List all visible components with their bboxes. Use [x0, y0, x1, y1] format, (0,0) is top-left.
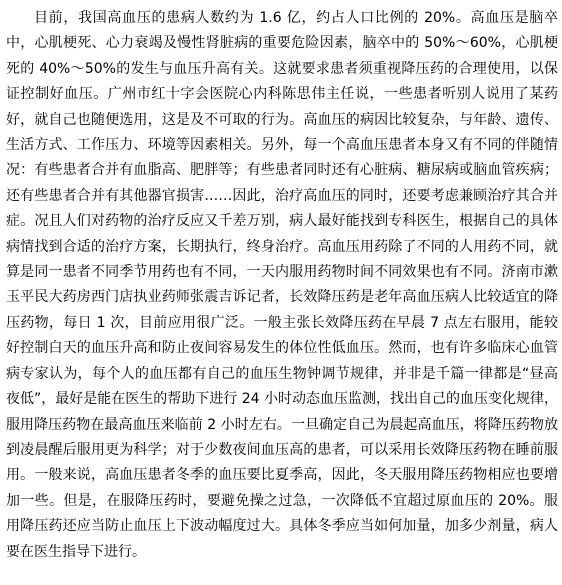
article-paragraph: 目前，我国高血压的患病人数约为 1.6 亿，约占人口比例的 20%。高血压是脑卒中，心肌梗死、心力衰竭及慢性肾脏病的重要危险因素，脑卒中的 50%～60%，心肌梗死的 40%～50%的发生与血压升高有关。这就要求患者须重视降压药的合理使用，以保证控制好血压。广州市红十字会医院心内科陈思伟主任说，一些患者听别人说用了某药好，就自己也随便选用，这是及不可取的行为。高血压的病因比较复杂，与年龄、遗传、生活方式、工作压力、环境等因素相关。另外，每一个高血压患者本身又有不同的伴随情况：有些患者合并有血脂高、肥胖等；有些患者同时还有心脏病、糖尿病或脑血管疾病；还有些患者合并有其他器官损害……因此，治疗高血压的同时，还要考虑兼顾治疗其合并症。况且人们对药物的治疗反应又千差万别，病人最好能找到专科医生，根据自己的具体病情找到合适的治疗方案，长期执行，终身治疗。高血压用药除了不同的人用药不同，就算是同一患者不同季节用药也有不同，一天内服用药物时间不同效果也有不同。济南市漱玉平民大药房西门店执业药师张震吉诉记者，长效降压药是老年高血压病人比较适宜的降压药物，每日 1 次，目前应用很广泛。一般主张长效降压药在早晨 7 点左右服用，能较好控制白天的血压升高和防止夜间容易发生的体位性低血压。然而，也有许多临床心血管病专家认为，每个人的血压都有自己的血压生物钟调节规律，并非是千篇一律都是“昼高夜低”，最好是能在医生的帮助下进行 24 小时动态血压监测，找出自己的血压变化规律，服用降压药物在最高血压来临前 2 小时左右。一旦确定自己为晨起高血压，将降压药物放到凌晨醒后服用更为科学；对于少数夜间血压高的患者，可以采用长效降压药物在睡前服用。一般来说，高血压患者冬季的血压要比夏季高，因此，冬天服用降压药物相应也要增加一些。但是，在服降压药时，要避免操之过急，一次降低不宜超过原血压的 20%。服用降压药还应当防止血压上下波动幅度过大。具体冬季应当如何加量，加多少剂量，病人要在医生指导下进行。: [6, 10, 558, 560]
